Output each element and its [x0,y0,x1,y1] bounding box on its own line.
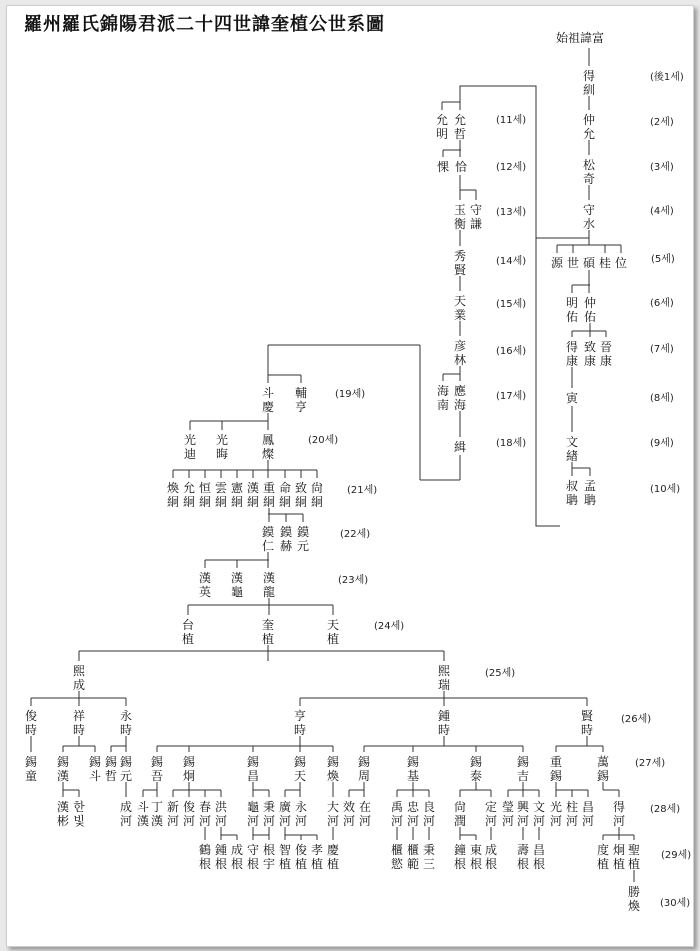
person-name: 重絅 [262,481,276,509]
person-name: 智植 [278,843,292,871]
person-name: 尙絅 [310,481,324,509]
person-name: 世 [566,256,580,270]
person-name: 文河 [532,800,546,828]
person-name: 允明 [435,113,449,141]
person-name: 錫基 [406,755,420,783]
tree-line [536,230,589,526]
person-name: 錫昌 [246,755,260,783]
generation-label: (13세) [496,207,527,218]
person-name: 明佑 [565,296,579,324]
person-name: 得康 [565,340,579,368]
person-name: 慶植 [326,843,340,871]
person-name: 俊時 [24,709,38,737]
person-name: 昌根 [532,843,546,871]
person-name: 柱河 [565,800,579,828]
person-name: 煥絅 [166,481,180,509]
person-name: 根宇 [262,843,276,871]
person-name: 廣河 [278,800,292,828]
person-name: 緝 [453,440,467,454]
person-name: 始祖諱富 [555,31,605,45]
person-name: 度植 [596,843,610,871]
person-name: 熙成 [72,664,86,692]
generation-label: (17세) [496,391,527,402]
person-name: 賢時 [580,709,594,737]
person-name: 台植 [181,618,195,646]
generation-label: (4세) [650,206,674,217]
person-name: 錫哲 [104,755,118,783]
generation-label: (29세) [661,850,692,861]
person-name: 守根 [246,843,260,871]
person-name: 守水 [582,203,596,231]
person-name: 永時 [119,709,133,737]
person-name: 永河 [294,800,308,828]
person-name: 成河 [119,800,133,828]
person-name: 天植 [326,618,340,646]
person-name: 光迪 [183,433,197,461]
person-name: 仲允 [582,113,596,141]
person-name: 光晦 [215,433,229,461]
person-name: 東根 [469,843,483,871]
person-name: 文緖 [565,435,579,463]
person-name: 松奇 [582,158,596,186]
person-name: 熙瑞 [437,664,451,692]
person-name: 輔亨 [294,386,308,414]
generation-label: (5세) [651,254,675,265]
person-name: 鍾根 [214,843,228,871]
person-name: 錫漢 [56,755,70,783]
person-name: 鏌赫 [279,525,293,553]
person-name: 錫吉 [516,755,530,783]
generation-label: (16세) [496,346,527,357]
generation-label: (2세) [650,117,674,128]
person-name: 光河 [549,800,563,828]
person-name: 錫吾 [150,755,164,783]
person-name: 奎植 [261,618,275,646]
person-name: 鏌元 [296,525,310,553]
person-name: 漢絅 [246,481,260,509]
generation-label: (6세) [650,298,674,309]
person-name: 海南 [436,384,450,412]
person-name: 碩 [582,256,596,270]
person-name: 한 빛 [73,800,85,828]
person-name: 重錫 [549,755,563,783]
generation-label: (28세) [650,804,681,815]
generation-label: (3세) [650,162,674,173]
person-name: 孝植 [310,843,324,871]
person-name: 孟聃 [583,479,597,507]
generation-label: (30세) [660,898,691,909]
person-name: 晉康 [599,340,613,368]
person-name: 聖植 [627,843,641,871]
person-name: 漢彬 [56,800,70,828]
person-name: 良河 [422,800,436,828]
generation-label: (7세) [650,344,674,355]
person-name: 位 [614,256,628,270]
generation-label: (25세) [485,668,516,679]
person-name: 錫炯 [182,755,196,783]
person-name: 櫃慾 [390,843,404,871]
generation-label: (18세) [496,438,527,449]
person-name: 在河 [358,800,372,828]
person-name: 錫泰 [469,755,483,783]
person-name: 鐘根 [453,843,467,871]
person-name: 洪河 [214,800,228,828]
person-name: 錫童 [24,755,38,783]
generation-label: (26세) [621,714,652,725]
generation-label: (11세) [496,115,527,126]
person-name: 俊河 [182,800,196,828]
person-name: 彦林 [453,339,467,367]
person-name: 得紃 [582,69,596,97]
person-name: 炯植 [612,843,626,871]
generation-label: (23세) [338,575,369,586]
page-title: 羅州羅氏錦陽君派二十四世諱奎植公世系圖 [24,14,385,35]
person-name: 亨時 [293,709,307,737]
person-name: 源 [550,256,564,270]
person-name: 新河 [166,800,180,828]
person-name: 桂 [598,256,612,270]
person-name: 春河 [198,800,212,828]
person-name: 禹河 [390,800,404,828]
person-name: 壽根 [516,843,530,871]
person-name: 鏌仁 [261,525,275,553]
generation-label: (8세) [650,393,674,404]
person-name: 定河 [484,800,498,828]
person-name: 鍾時 [437,709,451,737]
generation-label: (20세) [308,435,339,446]
person-name: 天業 [453,294,467,322]
generation-label: (24세) [374,621,405,632]
person-name: 鶴根 [198,843,212,871]
person-name: 斗慶 [261,386,275,414]
person-name: 仲佑 [583,296,597,324]
person-name: 致絅 [294,481,308,509]
person-name: 錫斗 [88,755,102,783]
person-name: 效河 [342,800,356,828]
generation-label: (27세) [635,758,666,769]
generation-label: (10세) [650,484,681,495]
person-name: 守謙 [469,203,483,231]
person-name: 恒絅 [198,481,212,509]
generation-label: (9세) [650,438,674,449]
person-name: 漢英 [198,571,212,599]
person-name: 勝煥 [627,885,641,913]
person-name: 尙潤 [453,800,467,828]
person-name: 丁漢 [150,800,164,828]
person-name: 龜河 [246,800,260,828]
generation-label: (15세) [496,299,527,310]
person-name: 瑩河 [501,800,515,828]
person-name: 漢龜 [230,571,244,599]
person-name: 成根 [484,843,498,871]
person-name: 櫃範 [406,843,420,871]
person-name: 寅 [565,391,579,405]
person-name: 秉河 [262,800,276,828]
person-name: 萬錫 [596,755,610,783]
person-name: 得河 [612,800,626,828]
person-name: 俊植 [294,843,308,871]
person-name: 雲絅 [214,481,228,509]
person-name: 致康 [583,340,597,368]
generation-label: (22세) [340,529,371,540]
person-name: 大河 [326,800,340,828]
person-name: 恰 [454,160,468,174]
person-name: 惈 [436,160,450,174]
person-name: 命絅 [278,481,292,509]
person-name: 斗漢 [136,800,150,828]
person-name: 錫天 [293,755,307,783]
person-name: 錫元 [119,755,133,783]
person-name: 鳳燦 [261,433,275,461]
generation-label: (21세) [347,485,378,496]
person-name: 祥時 [72,709,86,737]
generation-label: (19세) [335,389,366,400]
person-name: 玉衡 [453,203,467,231]
person-name: 秉三 [422,843,436,871]
person-name: 錫周 [357,755,371,783]
generation-label: (12세) [496,162,527,173]
person-name: 叔聃 [565,479,579,507]
generation-label: (後1세) [650,72,684,83]
generation-label: (14세) [496,256,527,267]
person-name: 允絅 [182,481,196,509]
person-name: 應海 [453,384,467,412]
person-name: 興河 [516,800,530,828]
person-name: 昌河 [581,800,595,828]
person-name: 秀賢 [453,249,467,277]
person-name: 憲絅 [230,481,244,509]
person-name: 忠河 [406,800,420,828]
person-name: 允哲 [453,113,467,141]
person-name: 錫煥 [326,755,340,783]
person-name: 漢龍 [262,571,276,599]
person-name: 成根 [230,843,244,871]
